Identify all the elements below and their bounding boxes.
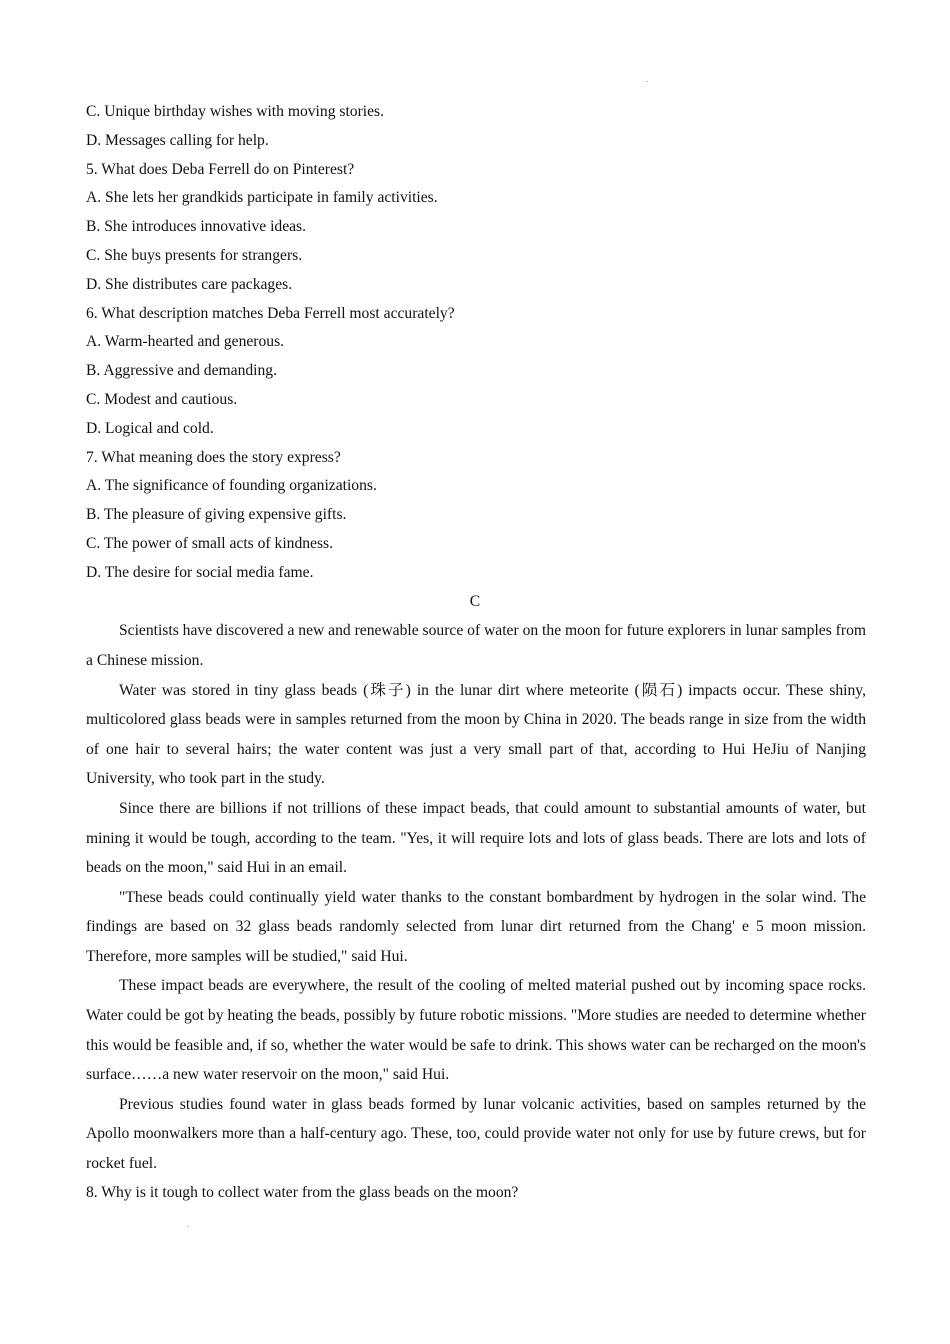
q7-stem: 7. What meaning does the story express? bbox=[86, 448, 341, 466]
q7-option-b: B. The pleasure of giving expensive gifts. bbox=[86, 506, 347, 524]
document-page bbox=[86, 98, 866, 1207]
passage-paragraph: Scientists have discovered a new and renewable source of water on the moon for future explorers in lunar samples from a Chinese mission. bbox=[86, 622, 866, 669]
passage-paragraph: Previous studies found water in glass beads formed by lunar volcanic activities, based on samples returned by the Apollo moonwalkers more than a half-century ago. These, too, could provide water not only for use by future crews, but for rocket fuel. bbox=[86, 1095, 866, 1173]
q4-option-d: D. Messages calling for help. bbox=[86, 131, 269, 149]
q7-option-c: C. The power of small acts of kindness. bbox=[86, 534, 334, 552]
q5-stem: 5. What does Deba Ferrell do on Pinterest? bbox=[86, 160, 355, 178]
question-4-options-continued bbox=[86, 98, 866, 156]
q6-option-c: C. Modest and cautious. bbox=[86, 390, 238, 408]
q6-option-d: D. Logical and cold. bbox=[86, 419, 214, 437]
q6-option-b: B. Aggressive and demanding. bbox=[86, 362, 277, 380]
passage-paragraph: These impact beads are everywhere, the result of the cooling of melted material pushed out by incoming space rocks. Water could be got by heating the beads, possibly by future robotic missions. "More studies are needed to determine whether this would be feasible and, if so, whether the water would be safe to drink. This shows water can be recharged on the moon's surface……a new water reservoir on the moon," said Hui. bbox=[86, 977, 866, 1084]
q4-option-c: C. Unique birthday wishes with moving stories. bbox=[86, 103, 384, 120]
q5-option-a: A. She lets her grandkids participate in family activities. bbox=[86, 189, 438, 207]
q5-option-c: C. She buys presents for strangers. bbox=[86, 246, 303, 264]
q6-option-a: A. Warm-hearted and generous. bbox=[86, 333, 285, 351]
q7-option-a: A. The significance of founding organizations. bbox=[86, 477, 377, 495]
reading-passage-c bbox=[86, 616, 866, 1178]
passage-paragraph: "These beads could continually yield water thanks to the constant bombardment by hydrogen in the solar wind. The findings are based on 32 glass beads randomly selected from lunar dirt returned from the Chang' e 5 moon mission. Therefore, more samples will be studied," said Hui. bbox=[86, 888, 866, 965]
q7-option-d: D. The desire for social media fame. bbox=[86, 563, 314, 581]
question-5 bbox=[86, 156, 866, 300]
q6-stem: 6. What description matches Deba Ferrell most accurately? bbox=[86, 304, 455, 322]
header-dot-mark bbox=[647, 81, 648, 82]
footer-dot-mark bbox=[188, 1226, 189, 1227]
passage-paragraph: Water was stored in tiny glass beads (珠子) in the lunar dirt where meteorite (陨石) impacts occur. These shiny, multicolored glass beads were in samples returned from the moon by China in 2020. The beads range in size from the width of one hair to several hairs; the water content was just a very small part of that, according to Hui HeJiu of Nanjing University, who took part in the study. bbox=[86, 681, 866, 788]
q8-stem: 8. Why is it tough to collect water from the glass beads on the moon? bbox=[86, 1183, 519, 1201]
q5-option-b: B. She introduces innovative ideas. bbox=[86, 218, 307, 236]
passage-paragraph: Since there are billions if not trillions of these impact beads, that could amount to substantial amounts of water, but mining it would be tough, according to the team. "Yes, it will require lots and lots of glass beads. There are lots and lots of beads on the moon," said Hui in an email. bbox=[86, 799, 866, 877]
q5-option-d: D. She distributes care packages. bbox=[86, 275, 293, 293]
question-7 bbox=[86, 444, 866, 588]
section-c-heading: C bbox=[469, 592, 481, 610]
question-6 bbox=[86, 300, 866, 444]
